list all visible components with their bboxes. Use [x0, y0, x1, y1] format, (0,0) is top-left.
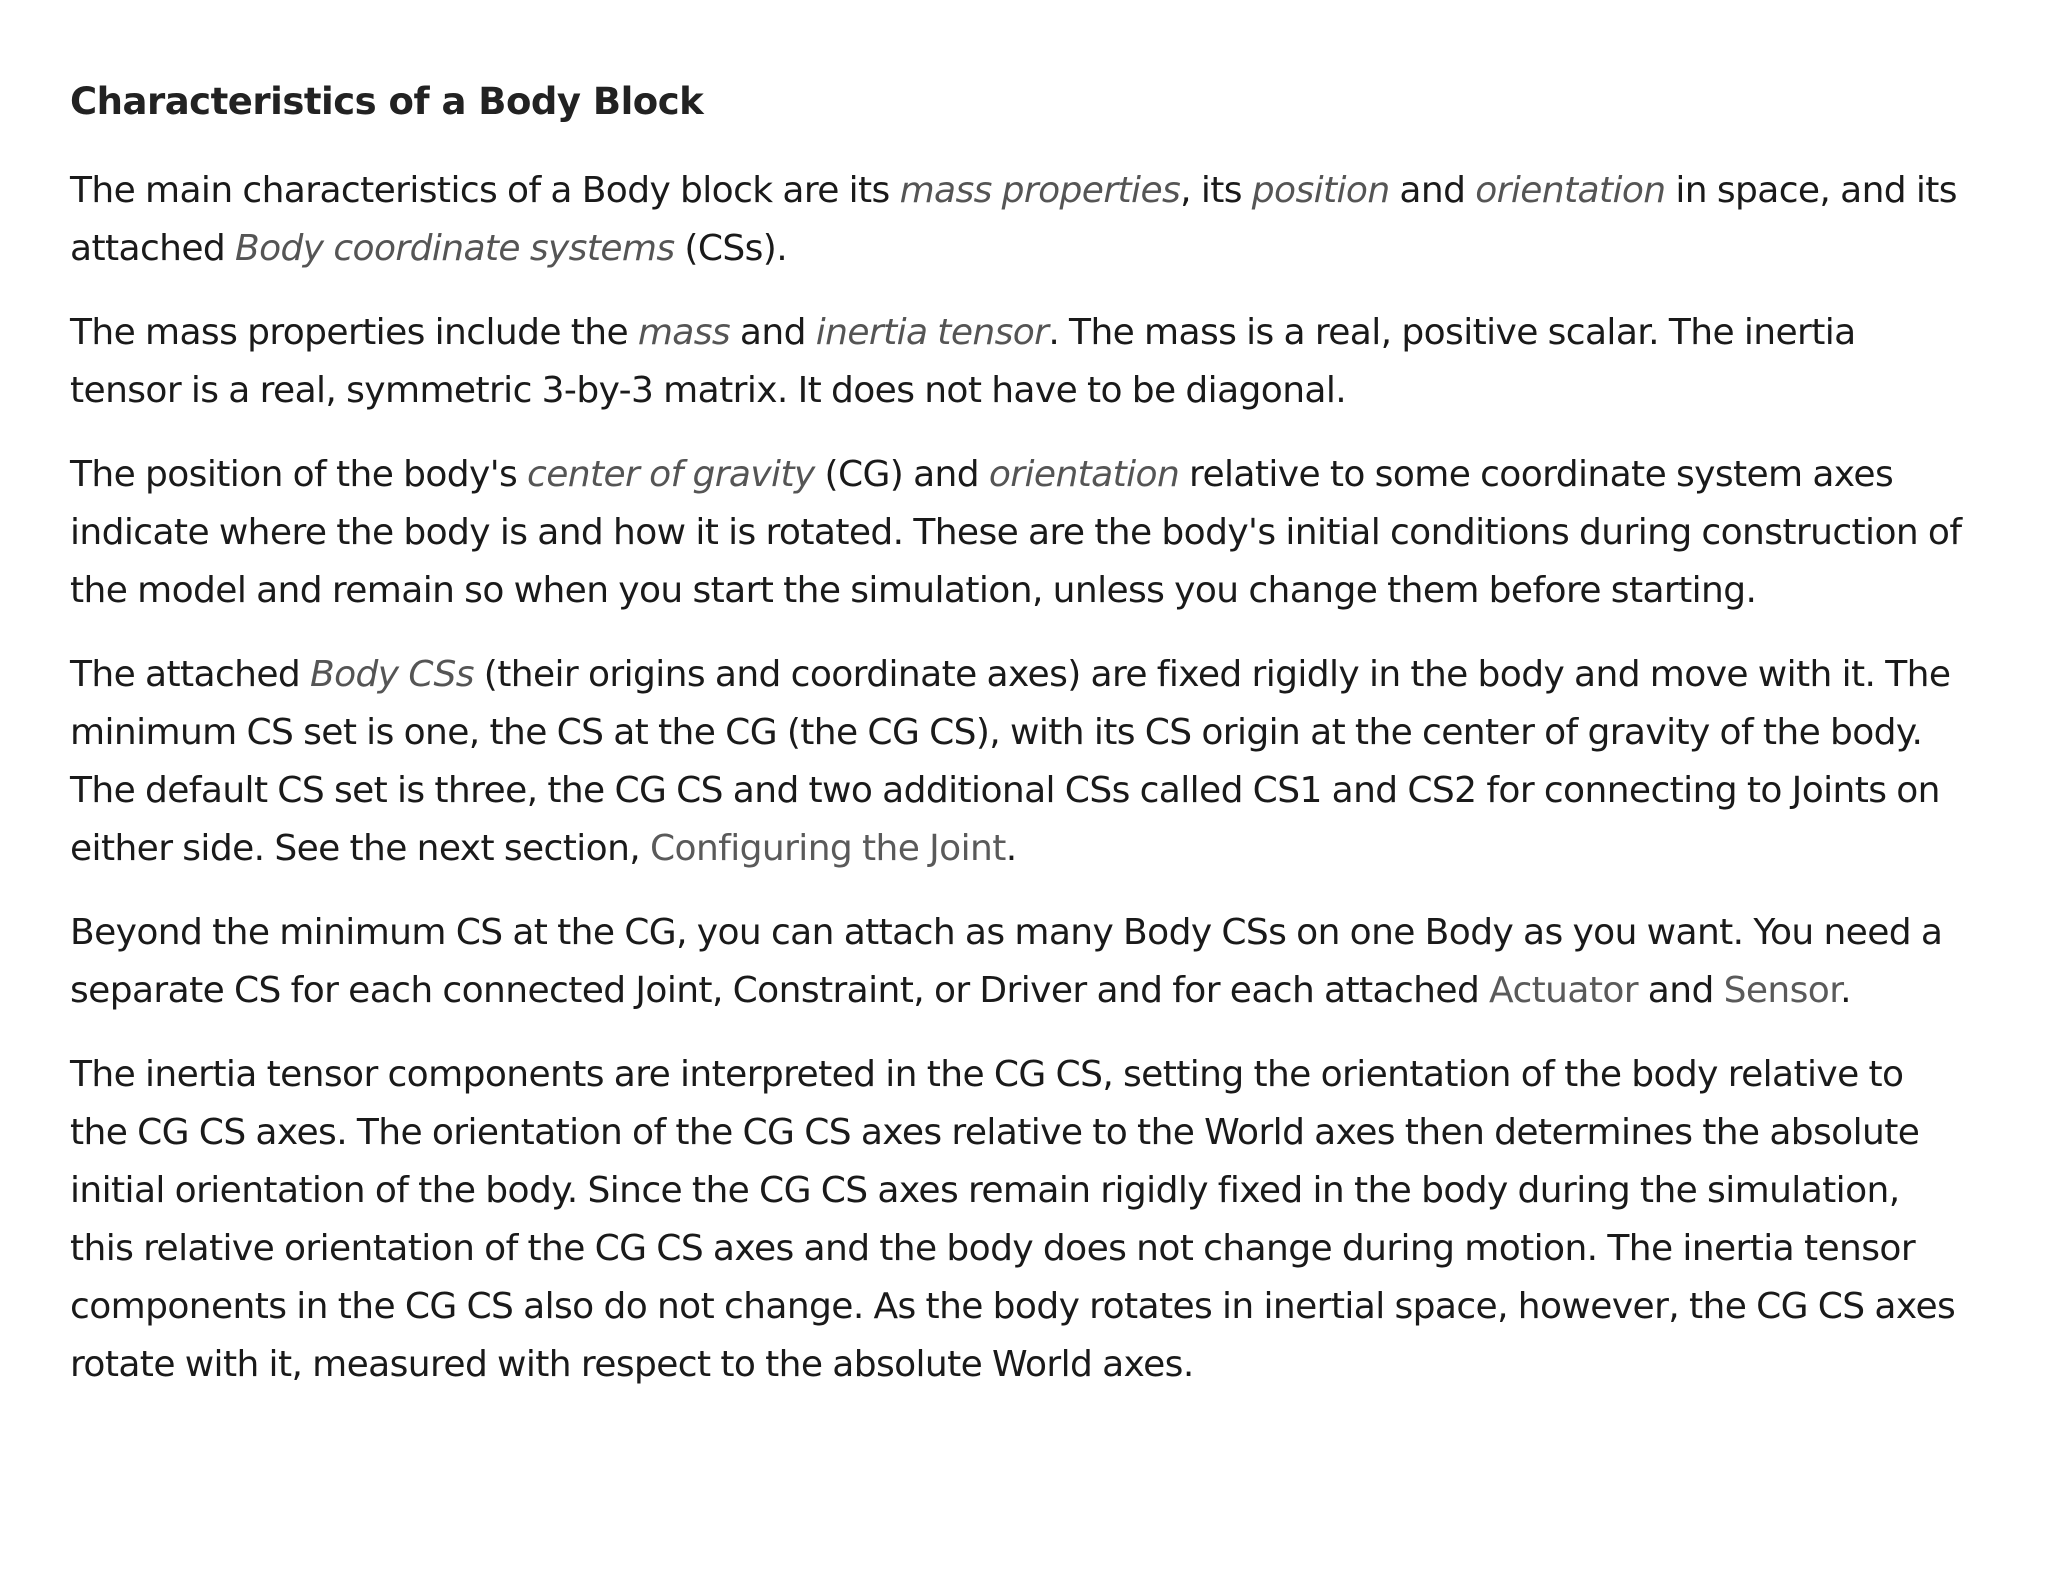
paragraph-text: relative to some coordinate system axes indicate where the body is and how it is rotated. These are the body's initial conditions during construction of the model and remain so when you start the simulation, unless you change them before starting.: [70, 454, 1962, 611]
paragraph-text: Beyond the minimum CS at the CG, you can attach as many Body CSs on one Body as you want. You need a separate CS for each connected Joint, Constraint, or Driver and for each attached: [70, 912, 1943, 1011]
paragraph-text: in space, and its attached: [70, 170, 1957, 269]
paragraph-text: .: [1005, 828, 1017, 869]
emphasized-term: mass properties: [899, 170, 1181, 211]
paragraph-text: .: [1840, 970, 1851, 1011]
paragraph-text: The position of the body's: [70, 454, 528, 495]
cross-reference-link[interactable]: Actuator: [1489, 970, 1638, 1011]
paragraph: [70, 646, 1970, 878]
paragraph-text: and: [1389, 170, 1476, 211]
emphasized-term: mass: [637, 312, 731, 353]
section-heading: Characteristics of a Body Block: [70, 80, 704, 123]
paragraph-text: (CSs).: [674, 228, 788, 269]
cross-reference-link[interactable]: Sensor: [1723, 970, 1841, 1011]
paragraph-text: (CG) and: [814, 454, 989, 495]
paragraph-text: . The mass is a real, positive scalar. The inertia tensor is a real, symmetric 3-by-3 matrix. It does not have to be diagonal.: [70, 312, 1856, 411]
paragraph: [70, 162, 1970, 278]
paragraph-text: and: [1637, 970, 1724, 1011]
paragraph: [70, 446, 1970, 620]
emphasized-term: orientation: [1475, 170, 1666, 211]
paragraph-text: (their origins and coordinate axes) are fixed rigidly in the body and move with it. The minimum CS set is one, the CS at the CG (the CG CS), with its CS origin at the center of gravity of the body. The default CS set is three, the CG CS and two additional CSs called CS1 and CS2 for connecting to Joints on either side. See the next section,: [70, 654, 1951, 869]
cross-reference-link[interactable]: Configuring the Joint: [649, 828, 1006, 869]
paragraph-text: The inertia tensor components are interpreted in the CG CS, setting the orientation of the body relative to the CG CS axes. The orientation of the CG CS axes relative to the World axes then determines the absolute initial orientation of the body. Since the CG CS axes remain rigidly fixed in the body during the simulation, this relative orientation of the CG CS axes and the body does not change during motion. The inertia tensor components in the CG CS also do not change. As the body rotates in inertial space, however, the CG CS axes rotate with it, measured with respect to the absolute World axes.: [70, 1054, 1956, 1385]
emphasized-term: Body CSs: [310, 654, 474, 695]
emphasized-term: position: [1251, 170, 1390, 211]
paragraph-text: , its: [1180, 170, 1252, 211]
paragraph-text: The mass properties include the: [70, 312, 638, 353]
paragraph: [70, 1046, 1970, 1394]
emphasized-term: inertia tensor: [815, 312, 1049, 353]
paragraph: [70, 304, 1970, 420]
paragraph-text: The main characteristics of a Body block are its: [70, 170, 900, 211]
document-body: [70, 72, 1970, 1420]
emphasized-term: Body coordinate systems: [235, 228, 675, 269]
paragraph: [70, 904, 1970, 1020]
emphasized-term: orientation: [988, 454, 1180, 495]
paragraph-list: [70, 162, 1970, 1394]
paragraph-text: and: [730, 312, 816, 353]
emphasized-term: center of gravity: [527, 454, 815, 495]
paragraph-text: The attached: [70, 654, 311, 695]
